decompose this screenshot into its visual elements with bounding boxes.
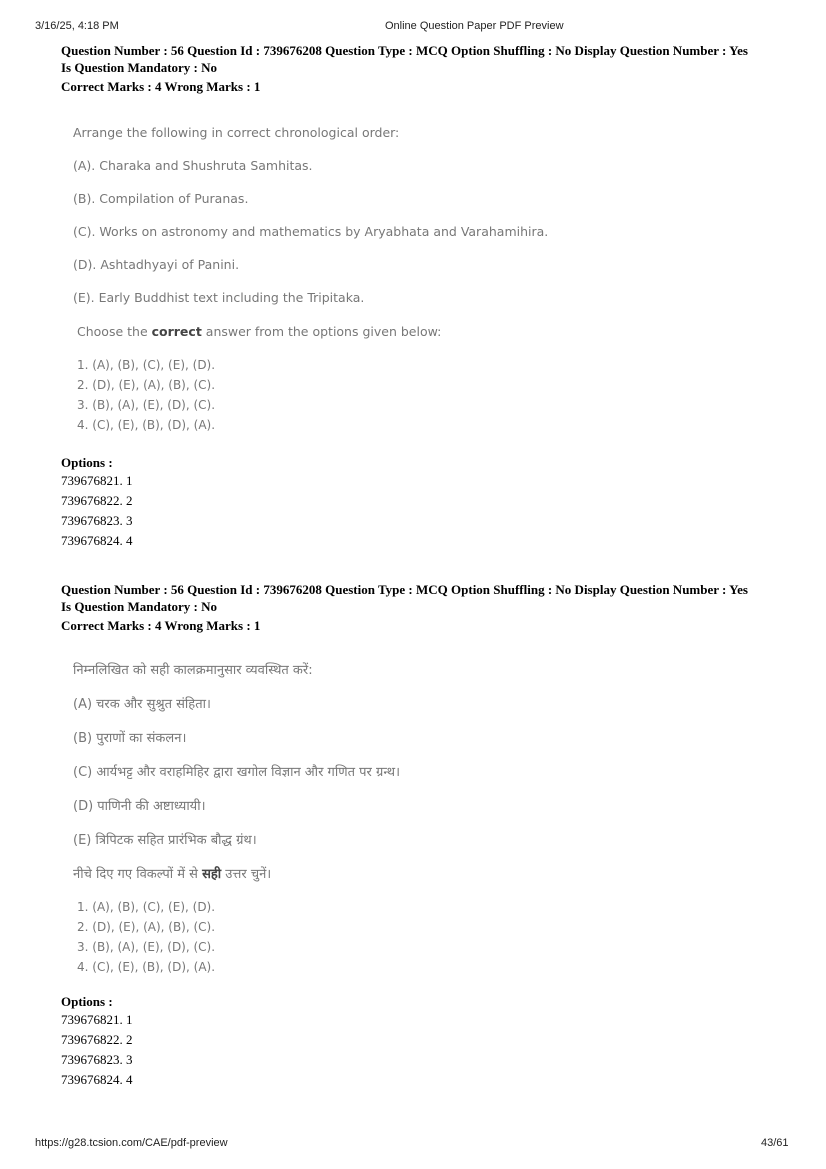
question-image-english [61,95,781,455]
option-row: 739676823. 3 [61,513,133,528]
question-item: (C). Works on astronomy and mathematics by Aryabhata and Varahamihira. [73,224,549,239]
answer-choice: 3. (B), (A), (E), (D), (C). [77,398,216,412]
question-meta-line2: Is Question Mandatory : No [61,599,218,614]
question-meta-line2: Is Question Mandatory : No [61,60,218,75]
option-row: 739676821. 1 [61,473,133,488]
question-item: (A) चरक और सुश्रुत संहिता। [73,697,211,712]
answer-choice: 3. (B), (A), (E), (D), (C). [77,940,216,954]
question-instruction: नीचे दिए गए विकल्पों में से सही उत्तर चुनें। [73,867,272,882]
question-item: (D) पाणिनी की अष्टाध्यायी। [73,799,206,814]
option-row: 739676824. 4 [61,1072,133,1087]
print-url: https://g28.tcsion.com/CAE/pdf-preview [35,1137,228,1149]
answer-choice: 2. (D), (E), (A), (B), (C). [77,920,216,934]
answer-choice: 1. (A), (B), (C), (E), (D). [77,900,216,914]
question-prompt: Arrange the following in correct chronological order: [73,125,400,140]
answer-choice: 4. (C), (E), (B), (D), (A). [77,960,216,974]
answer-choice: 2. (D), (E), (A), (B), (C). [77,378,216,392]
question-item: (E). Early Buddhist text including the Tripitaka. [73,290,365,305]
question-meta [61,581,781,634]
print-datetime: 3/16/25, 4:18 PM [35,20,119,32]
question-instruction: Choose the correct answer from the options given below: [77,324,442,339]
options-label: Options : [61,994,113,1009]
print-page-number: 43/61 [761,1137,789,1149]
question-marks: Correct Marks : 4 Wrong Marks : 1 [61,79,261,94]
answer-choice: 4. (C), (E), (B), (D), (A). [77,418,216,432]
option-row: 739676823. 3 [61,1052,133,1067]
question-block-english [61,42,781,551]
question-item: (B) पुराणों का संकलन। [73,731,187,746]
option-row: 739676822. 2 [61,1032,133,1047]
question-item: (C) आर्यभट्ट और वराहमिहिर द्वारा खगोल विज्ञान और गणित पर ग्रन्थ। [73,765,401,780]
question-prompt: निम्नलिखित को सही कालक्रमानुसार व्यवस्थित करें: [73,663,313,678]
option-row: 739676821. 1 [61,1012,133,1027]
option-row: 739676824. 4 [61,533,133,548]
question-meta-line1: Question Number : 56 Question Id : 739676208 Question Type : MCQ Option Shuffling : No Display Question Number : Yes [61,43,748,58]
question-item: (A). Charaka and Shushruta Samhitas. [73,158,313,173]
question-item: (B). Compilation of Puranas. [73,191,249,206]
question-meta-line1: Question Number : 56 Question Id : 739676208 Question Type : MCQ Option Shuffling : No Display Question Number : Yes [61,582,748,597]
question-meta [61,42,781,95]
print-page-title: Online Question Paper PDF Preview [385,20,564,32]
question-item: (D). Ashtadhyayi of Panini. [73,257,240,272]
option-row: 739676822. 2 [61,493,133,508]
question-block-hindi [61,581,781,1090]
question-image-hindi [61,634,781,994]
answer-choice: 1. (A), (B), (C), (E), (D). [77,358,216,372]
options-label: Options : [61,455,113,470]
question-marks: Correct Marks : 4 Wrong Marks : 1 [61,618,261,633]
question-item: (E) त्रिपिटक सहित प्रारंभिक बौद्ध ग्रंथ। [73,833,257,848]
